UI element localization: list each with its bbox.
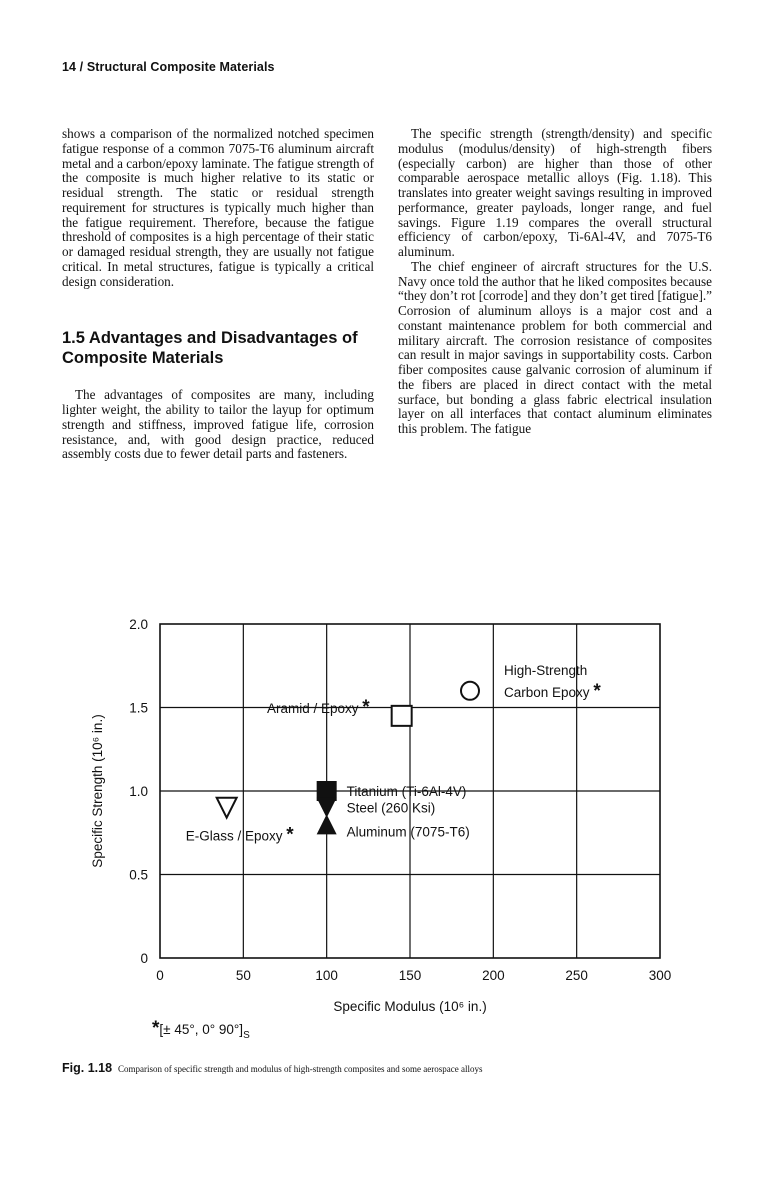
right-paragraph-1: The specific strength (strength/density) and specific modulus (modulus/density) of high-strength fibers (especially carbon) are higher than those of other comparable aerospace metallic alloys (Fig. 1.18). This translates into greater weight savings resulting in improved performance, greater payloads, longer range, and fuel savings. Figure 1.19 compares the overall structural efficiency of carbon/epoxy, Ti-6Al-4V, and 7075-T6 aluminum.	[398, 126, 712, 259]
section-heading-line-1: 1.5 Advantages and Disadvantages of	[62, 329, 358, 348]
section-heading	[62, 328, 374, 368]
x-tick-label: 250	[565, 968, 588, 983]
x-tick-label: 0	[156, 968, 164, 983]
point-label: Carbon Epoxy *	[504, 680, 601, 702]
point-label: Aramid / Epoxy *	[266, 696, 370, 718]
y-tick-label: 0.5	[129, 867, 148, 883]
x-tick-label: 150	[398, 968, 422, 983]
footnote-star: *	[152, 1018, 160, 1039]
y-tick-label: 1.0	[129, 784, 148, 799]
point-labels	[186, 663, 602, 846]
running-head: 14 / Structural Composite Materials	[62, 60, 275, 74]
x-tick-label: 100	[315, 968, 338, 983]
x-tick-label: 300	[648, 968, 672, 983]
e-glass-epoxy-marker	[217, 798, 237, 818]
aluminum-marker	[317, 814, 337, 834]
carbon-epoxy-marker	[461, 682, 479, 700]
footnote	[152, 1018, 250, 1041]
specific-strength-modulus-chart	[70, 600, 710, 1060]
figure-caption-text: Comparison of specific strength and modulus of high-strength composites and some aerospace alloys	[118, 1064, 483, 1074]
point-label: Steel (260 Ksi)	[346, 800, 436, 816]
x-axis-label: Specific Modulus (10⁶ in.)	[333, 999, 487, 1014]
right-column	[398, 127, 712, 437]
footnote-subscript: S	[243, 1030, 250, 1041]
asterisk-mark: *	[286, 824, 294, 846]
left-column	[62, 127, 374, 462]
point-label: E-Glass / Epoxy *	[185, 824, 294, 846]
y-tick-label: 0	[140, 951, 148, 966]
x-tick-label: 200	[482, 968, 505, 983]
y-tick-label: 2.0	[129, 617, 148, 632]
right-paragraph-2: The chief engineer of aircraft structures for the U.S. Navy once told the author that he liked composites because “they don’t rot [corrode] and they don’t get tired [fatigue].” Corrosion of aluminum alloys is a major cost and a constant maintenance problem for both commercial and military aircraft. The corrosion resistance of composites can result in major savings in supportability costs. Carbon fiber composites cause galvanic corrosion of aluminum if the fibers are placed in direct contact with the metal surface, but bonding a glass fabric electrical insulation layer on all interfaces that contact aluminum eliminates this problem. The fatigue	[398, 258, 712, 436]
asterisk-mark: *	[362, 696, 370, 718]
footnote-text: [± 45°, 0° 90°]	[159, 1022, 244, 1037]
left-paragraph-1: shows a comparison of the normalized notched specimen fatigue response of a common 7075-T6 aluminum aircraft metal and a carbon/epoxy laminate. The fatigue strength of the composite is much higher relative to its static or residual strength. The static or residual strength requirement for structures is typically much higher than the fatigue requirement. Therefore, because the fatigue threshold of composites is a high percentage of their static or damaged residual strength, they are usually not fatigue critical. In metal structures, fatigue is typically a critical design consideration.	[62, 126, 374, 289]
figure-caption	[62, 1061, 482, 1075]
y-tick-label: 1.5	[129, 700, 148, 716]
section-heading-line-2: Composite Materials	[62, 349, 224, 368]
left-paragraph-2: The advantages of composites are many, including lighter weight, the ability to tailor the layup for optimum strength and stiffness, improved fatigue life, corrosion resistance, and, with good design practice, reduced assembly costs due to fewer detail parts and fasteners.	[62, 387, 374, 462]
y-axis-label: Specific Strength (10⁶ in.)	[90, 714, 105, 868]
point-label: Aluminum (7075-T6)	[346, 824, 470, 840]
aramid-epoxy-marker	[392, 706, 412, 726]
point-label: Titanium (Ti-6Al-4V)	[346, 784, 467, 799]
asterisk-mark: *	[593, 680, 601, 702]
x-tick-label: 50	[235, 968, 251, 983]
point-label: High-Strength	[504, 662, 588, 678]
figure-number: Fig. 1.18	[62, 1061, 113, 1075]
figure-1-18	[70, 600, 710, 1060]
